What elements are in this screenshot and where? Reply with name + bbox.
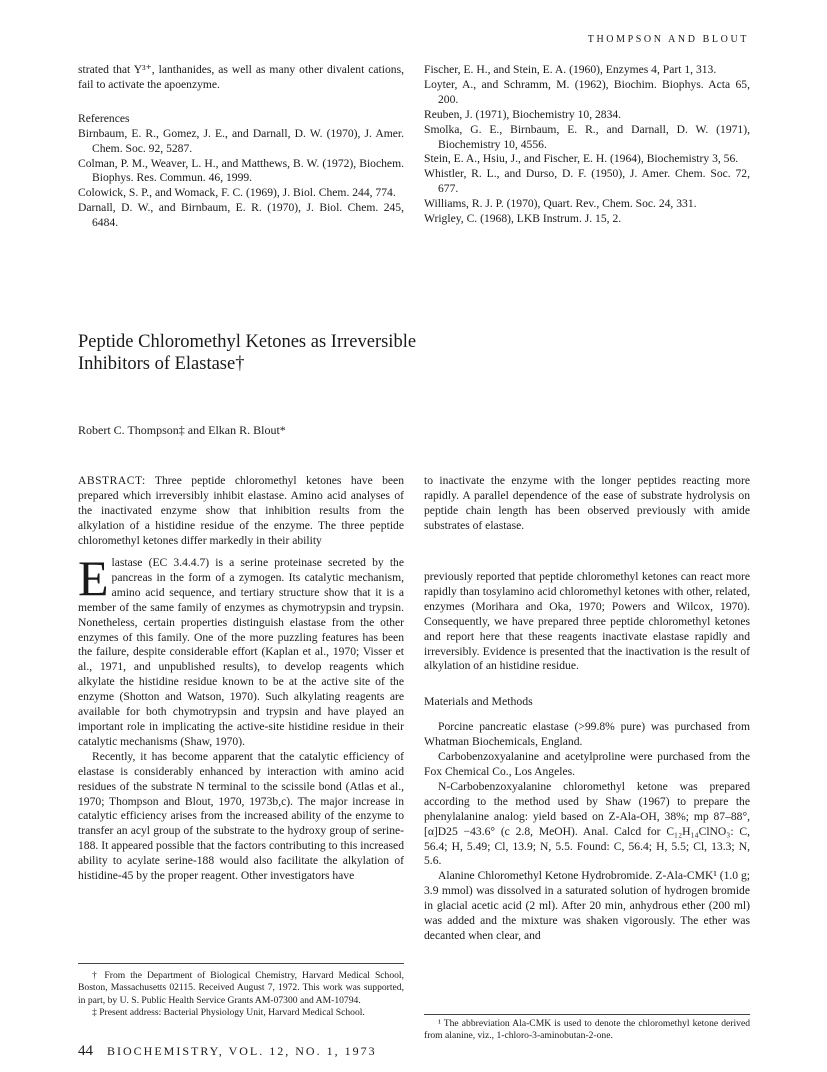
article-title-line: Inhibitors of Elastase† <box>78 354 245 374</box>
top-left-paragraph: strated that Y³⁺, lanthanides, as well as many other divalent cations, fail to activate the apoenzyme. <box>78 63 404 91</box>
abstract-right: to inactivate the enzyme with the longer peptides reacting more rapidly. A parallel dependence of the ease of substrate hydrolysis on peptide chain length has been observed previously with amide substrates of elastase. <box>424 474 750 532</box>
references-heading: References <box>78 111 130 125</box>
abstract-label: ABSTRACT: <box>78 474 146 487</box>
footnotes-left <box>78 970 404 1020</box>
page-number: 44 <box>78 1043 93 1059</box>
page-footer <box>78 1043 377 1060</box>
reference-item: Williams, R. J. P. (1970), Quart. Rev., Chem. Soc. 24, 331. <box>424 197 697 211</box>
reference-item: Colman, P. M., Weaver, L. H., and Matthews, B. W. (1972), Biochem. Biophys. Res. Commun. 46, 1999. <box>78 156 404 185</box>
intro-text: lastase (EC 3.4.4.7) is a serine proteinase secreted by the pancreas in the form of a zymogen. Its catalytic mechanism, amino acid sequence, and tertiary structure show that it is a member of the same family of enzymes as chymotrypsin and trypsin. Nonetheless, certain properties distinguish elastase from the other enzymes of this family. One of the more puzzling features has been the failure, despite considerable effort (Kaplan et al., 1970; Visser et al., 1971, and unpublished results), to develop reagents which alkylate the histidine residue known to be at the active site of the enzyme (Shotton and Watson, 1970). Such alkylating reagents are available for both chymotrypsin and trypsin and have played an important role in implicating the active-site histidine residue in their catalytic mechanisms (Shaw, 1970). <box>78 556 404 748</box>
methods-paragraph: Porcine pancreatic elastase (>99.8% pure) was purchased from Whatman Biochemicals, England. <box>424 720 750 749</box>
reference-item: Stein, E. A., Hsiu, J., and Fischer, E. H. (1964), Biochemistry 3, 56. <box>424 152 739 166</box>
reference-item: Smolka, G. E., Birnbaum, E. R., and Darnall, D. W. (1971), Biochemistry 10, 4556. <box>424 122 750 151</box>
reference-item: Darnall, D. W., and Birnbaum, E. R. (1970), J. Biol. Chem. 245, 6484. <box>78 201 404 230</box>
footnote-rule <box>424 1014 750 1015</box>
reference-item: Whistler, R. L., and Durso, D. F. (1950), J. Amer. Chem. Soc. 72, 677. <box>424 167 750 196</box>
footnote: ‡ Present address: Bacterial Physiology Unit, Harvard Medical School. <box>92 1007 365 1019</box>
references-left-list <box>78 127 404 231</box>
references-right-list <box>424 63 750 227</box>
dropcap: E <box>78 550 109 606</box>
methods-paragraph: Alanine Chloromethyl Ketone Hydrobromide. Z-Ala-CMK¹ (1.0 g; 3.9 mmol) was dissolved in a saturated solution of hydrogen bromide in glacial acetic acid (2 ml). After 20 min, anhydrous ether (200 ml) was added and the mixture was shaken vigorously. The ether was decanted when clear, and <box>424 869 750 942</box>
methods-paragraph: N-Carbobenzoxyalanine chloromethyl ketone was prepared according to the method used by Shaw (1967) to prepare the phenylalanine analog: yield based on Z-Ala-OH, 38%; mp 87–88°, [α]D25 −43.6° (c 2.8, MeOH). Anal. Calcd for C₁₂H₁₄ClNO₃: C, 56.4; H, 5.49; Cl, 13.9; N, 5.5. Found: C, 56.4; H, 5.5; Cl, 13.3; N, 5.6. <box>424 779 750 868</box>
reference-item: Colowick, S. P., and Womack, F. C. (1969), J. Biol. Chem. 244, 774. <box>78 186 396 200</box>
body-right-column <box>424 570 750 944</box>
footnote: † From the Department of Biological Chemistry, Harvard Medical School, Boston, Massachusetts 02115. Received August 7, 1972. This work was supported, in part, by U. S. Public Health Service Grants AM-07300 and AM-10794. <box>78 970 404 1006</box>
footnote: ¹ The abbreviation Ala-CMK is used to denote the chloromethyl ketone derived from alanine, viz., 1-chloro-3-aminobutan-2-one. <box>424 1018 750 1042</box>
article-title-line: Peptide Chloromethyl Ketones as Irreversible <box>78 332 417 352</box>
article-title <box>78 331 678 375</box>
reference-item: Loyter, A., and Schramm, M. (1962), Biochim. Biophys. Acta 65, 200. <box>424 77 750 106</box>
intro-paragraph <box>78 550 404 750</box>
reference-item: Birnbaum, E. R., Gomez, J. E., and Darnall, D. W. (1970), J. Amer. Chem. Soc. 92, 5287. <box>78 126 404 155</box>
authors: Robert C. Thompson‡ and Elkan R. Blout* <box>78 423 286 437</box>
methods-paragraph: Carbobenzoxyalanine and acetylproline were purchased from the Fox Chemical Co., Los Angeles. <box>424 750 750 778</box>
body-left-column <box>78 550 404 884</box>
section-heading: Materials and Methods <box>424 694 533 709</box>
abstract-left <box>78 474 404 549</box>
reference-item: Fischer, E. H., and Stein, E. A. (1960), Enzymes 4, Part 1, 313. <box>424 63 717 76</box>
reference-item: Wrigley, C. (1968), LKB Instrum. J. 15, 2. <box>424 212 622 226</box>
running-head: THOMPSON AND BLOUT <box>587 34 749 45</box>
reference-item: Reuben, J. (1971), Biochemistry 10, 2834. <box>424 107 622 121</box>
footnote-rule <box>78 963 404 964</box>
journal-citation: BIOCHEMISTRY, VOL. 12, NO. 1, 1973 <box>107 1044 377 1058</box>
top-left-column <box>78 63 404 231</box>
footnotes-right <box>424 1018 750 1043</box>
body-paragraph: previously reported that peptide chloromethyl ketones can react more rapidly than tosylamino acid chloromethyl ketones with other, related, enzymes (Morihara and Oka, 1970; Powers and Wilcox, 1970). Consequently, we have prepared three peptide chloromethyl ketones and report here that these reagents inactivate elastase rapidly and irreversibly. Evidence is presented that the inactivation is the result of alkylation of an histidine residue. <box>424 570 750 673</box>
abstract-text: Three peptide chloromethyl ketones have been prepared which irreversibly inhibit elastase. Amino acid analyses of the inactivated enzyme show that inhibition results from the alkylation of a histidine residue of the enzyme. The three peptide chloromethyl ketones differ markedly in their ability <box>78 474 404 547</box>
body-paragraph: Recently, it has become apparent that the catalytic efficiency of elastase is considerably enhanced by interaction with amino acid residues of the substrate N terminal to the scissile bond (Atlas et al., 1970; Thompson and Blout, 1970, 1973b,c). The major increase in catalytic efficiency arises from the increased ability of the enzyme to transfer an acyl group of the substrate to the hydroxy group of serine-188. It appeared possible that the factors contributing to this increased ability to acylate serine-188 would also facilitate the alkylation of histidine-45 by the proper reagent. Other investigators have <box>78 749 404 883</box>
